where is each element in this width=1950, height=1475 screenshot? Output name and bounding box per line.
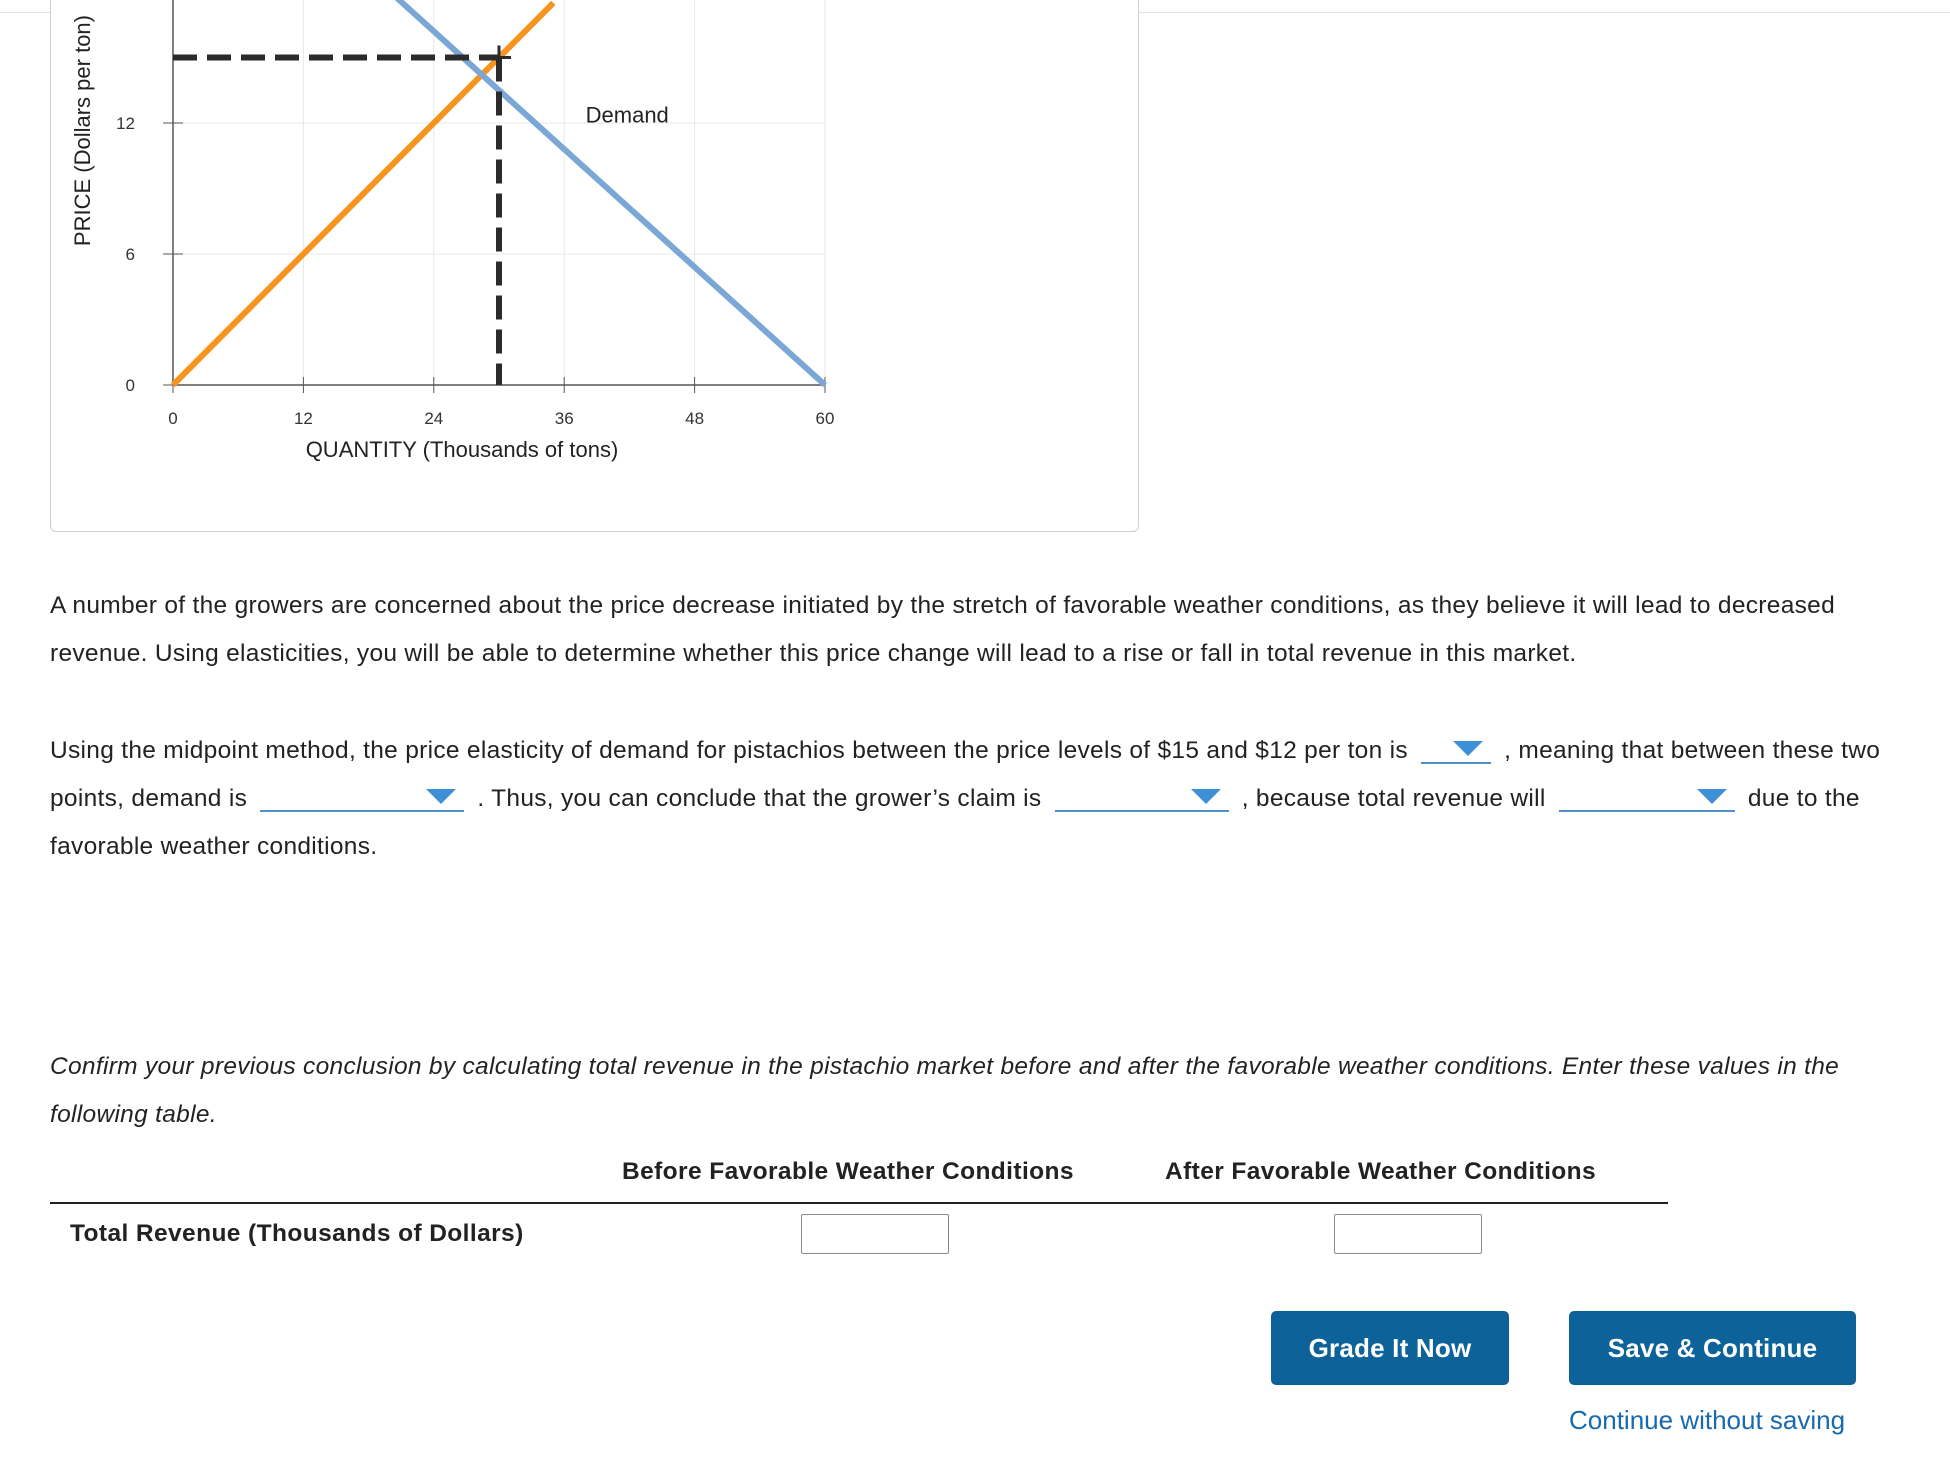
x-tick-label: 24 <box>424 409 444 428</box>
x-tick-label: 48 <box>685 409 705 428</box>
dropdown-arrow-icon <box>1453 741 1483 756</box>
elasticity-question <box>50 727 1890 871</box>
grade-it-now-button[interactable]: Grade It Now <box>1271 1311 1509 1385</box>
question-text-4: , because total revenue will <box>1241 785 1546 812</box>
y-tick-label: 12 <box>116 114 135 133</box>
x-tick-label: 36 <box>554 409 574 428</box>
question-text-1: Using the midpoint method, the price elasticity of demand for pistachios between the price levels of $15 and $12 per ton is <box>50 737 1408 764</box>
table-header-rule <box>50 1202 1668 1204</box>
table-instructions: Confirm your previous conclusion by calculating total revenue in the pistachio market before and after the favorable weather conditions. Enter these values in the following table. <box>50 1053 1840 1128</box>
dropdown-arrow-icon <box>1191 789 1221 804</box>
claim-validity-dropdown[interactable] <box>1055 780 1229 812</box>
y-tick-label: 6 <box>125 245 135 264</box>
x-tick-label: 12 <box>293 409 313 428</box>
intro-paragraph: A number of the growers are concerned about the price decrease initiated by the stretch of favorable weather conditions, as they believe it will lead to decreased revenue. Using elasticities, you will be able to determine whether this price change will lead to a rise or fall in total revenue in this market. <box>50 592 1836 667</box>
supply-demand-chart <box>51 0 1138 531</box>
x-tick-label: 0 <box>168 409 178 428</box>
question-text-5: due to the favorable weather conditions. <box>50 785 1860 860</box>
column-header-after: After Favorable Weather Conditions <box>1165 1158 1597 1185</box>
after-revenue-input[interactable] <box>1334 1214 1482 1254</box>
x-axis-label: QUANTITY (Thousands of tons) <box>305 437 619 462</box>
dropdown-arrow-icon <box>1697 789 1727 804</box>
continue-without-saving-link[interactable]: Continue without saving <box>1569 1405 1846 1435</box>
demand-type-dropdown[interactable] <box>260 780 464 812</box>
before-revenue-input[interactable] <box>801 1214 949 1254</box>
y-tick-label: 0 <box>125 376 135 395</box>
graph-panel <box>50 0 1139 532</box>
revenue-change-dropdown[interactable] <box>1559 780 1735 812</box>
dropdown-arrow-icon <box>426 789 456 804</box>
demand-curve-label: Demand <box>585 102 669 128</box>
elasticity-value-dropdown[interactable] <box>1421 732 1491 764</box>
column-header-before: Before Favorable Weather Conditions <box>622 1158 1074 1185</box>
y-axis-label: PRICE (Dollars per ton) <box>70 15 95 247</box>
question-text-3: . Thus, you can conclude that the grower’s claim is <box>477 785 1042 812</box>
x-tick-label: 60 <box>815 409 835 428</box>
save-continue-button[interactable]: Save & Continue <box>1569 1311 1856 1385</box>
row-label-total-revenue: Total Revenue (Thousands of Dollars) <box>70 1220 524 1247</box>
question-text-2: , meaning that between these two points, demand is <box>50 737 1881 812</box>
